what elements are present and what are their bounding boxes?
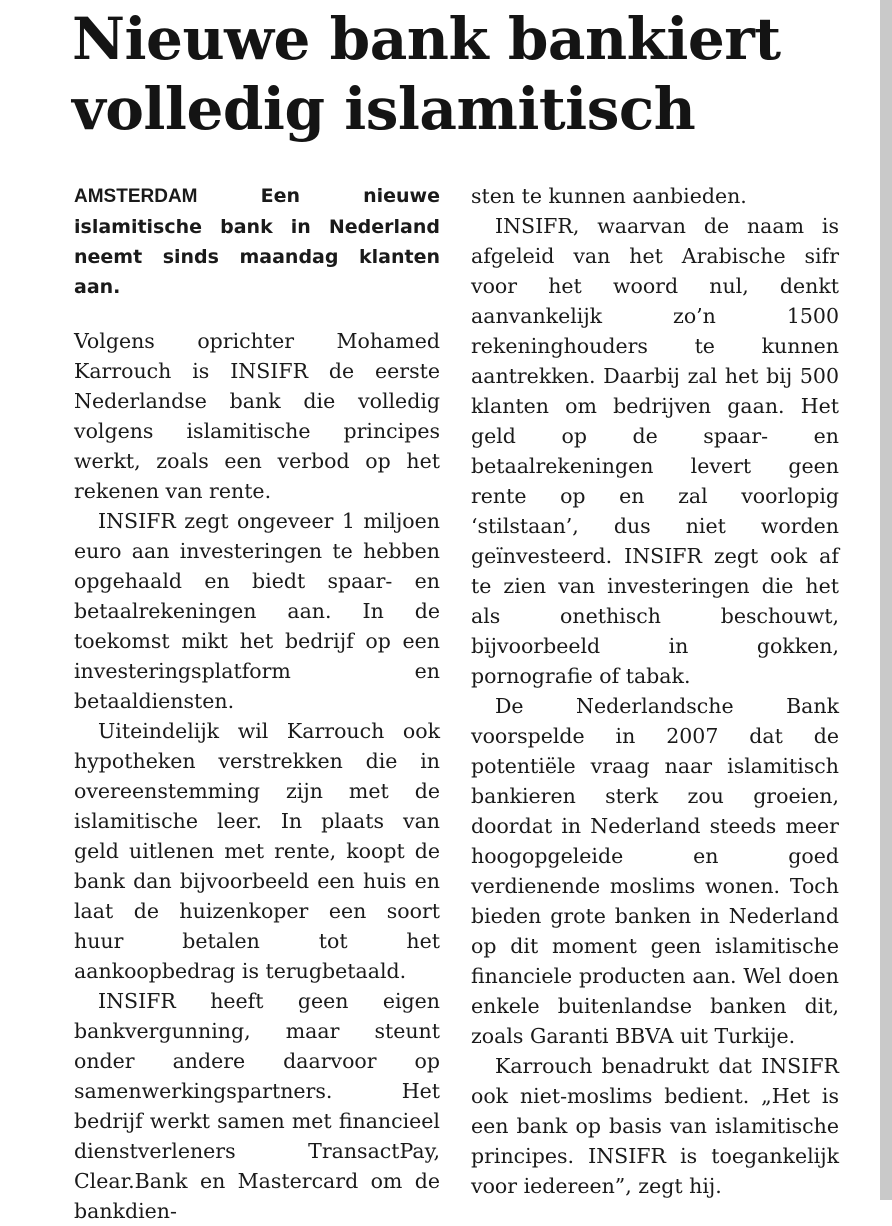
lead-paragraph [74,181,440,302]
body-paragraph: INSIFR, waarvan de naam is afgeleid van het Arabische sifr voor het woord nul, denkt aanvankelijk zo’n 1500 rekeninghouders te kunnen aantrekken. Daarbij zal het bij 500 klanten om bedrijven gaan. Het geld op de spaar- en betaalrekeningen levert geen rente op en zal voorlopig ‘stilstaan’, dus niet worden geïnvesteerd. INSIFR zegt ook af te zien van investeringen die het als onethisch beschouwt, bijvoorbeeld in gokken, pornografie of tabak. [471,214,839,688]
body-paragraph: Karrouch benadrukt dat INSIFR ook niet-moslims bedient. „Het is een bank op basis van islamitische principes. INSIFR is toegankelijk voor iedereen”, zegt hij. [471,1054,839,1198]
article-column-right [471,181,839,1201]
body-paragraph: De Nederlandsche Bank voorspelde in 2007 dat de potentiële vraag naar islamitisch bankieren sterk zou groeien, doordat in Nederland steeds meer hoogopgeleide en goed verdienende moslims wonen. Toch bieden grote banken in Nederland op dit moment geen islamitische financiele producten aan. Wel doen enkele buitenlandse banken dit, zoals Garanti BBVA uit Turkije. [471,694,839,1048]
article-column-left [74,181,440,1226]
dateline: AMSTERDAM [74,186,198,207]
body-paragraph: Uiteindelijk wil Karrouch ook hypotheken verstrekken die in overeenstemming zijn met de islamitische leer. In plaats van geld uitlenen met rente, koopt de bank dan bijvoorbeeld een huis en laat de huizenkoper een soort huur betalen tot het aankoopbedrag is terugbetaald. [74,719,440,983]
headline [72,4,862,144]
lead-text: Een nieuwe islamitische bank in Nederland neemt sinds maandag klanten aan. [74,185,440,298]
page-edge-shadow [880,0,892,1200]
body-paragraph: INSIFR heeft geen eigen bankvergunning, maar steunt onder andere daarvoor op samenwerkingspartners. Het bedrijf werkt samen met financieel dienstverleners TransactPay, Clear.Bank en Mastercard om de bankdien- [74,989,440,1223]
body-paragraph-continuation: sten te kunnen aanbieden. [471,184,747,208]
body-paragraph: Volgens oprichter Mohamed Karrouch is INSIFR de eerste Nederlandse bank die volledig volgens islamitische principes werkt, zoals een verbod op het rekenen van rente. [74,329,440,503]
body-paragraph: INSIFR zegt ongeveer 1 miljoen euro aan investeringen te hebben opgehaald en biedt spaar- en betaalrekeningen aan. In de toekomst mikt het bedrijf op een investeringsplatform en betaaldiensten. [74,509,440,713]
headline-line-1: Nieuwe bank bankiert [72,5,781,73]
headline-line-2: volledig islamitisch [72,75,696,143]
